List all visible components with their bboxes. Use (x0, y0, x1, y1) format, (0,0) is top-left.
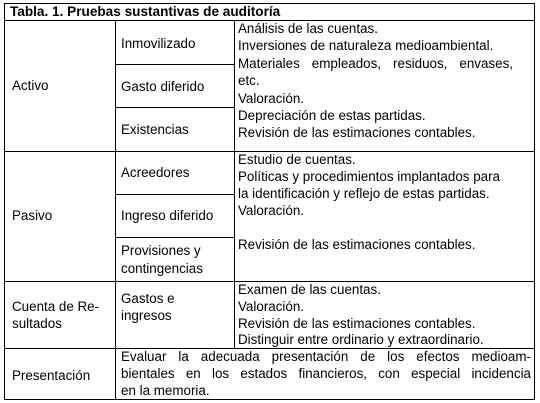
table-title: Tabla. 1. Pruebas sustantivas de auditoría (10, 4, 281, 19)
item-column-divider (234, 20, 235, 348)
procedure-line: Revisión de las estimaciones contables. (238, 125, 476, 140)
item-gastos: Gastos e (121, 291, 175, 306)
item-ingreso-diferido: Ingreso diferido (121, 208, 214, 223)
pasivo-item-divider-1 (115, 194, 234, 195)
item-gasto-diferido: Gasto diferido (121, 79, 205, 94)
procedure-line: Valoración. (238, 91, 304, 106)
pasivo-item-divider-2 (115, 237, 234, 238)
group-label-pasivo: Pasivo (12, 208, 53, 223)
procedure-line: Revisión de las estimaciones contables. (238, 316, 476, 331)
item-acreedores: Acreedores (121, 165, 190, 180)
item-ingresos: ingresos (121, 308, 172, 323)
group-label-activo: Activo (12, 78, 49, 93)
procedure-line: Distinguir entre ordinario y extraordinario. (238, 332, 484, 347)
item-contingencias: contingencias (121, 261, 203, 276)
procedure-line: Valoración. (238, 299, 304, 314)
procedure-line: etc. (238, 73, 260, 88)
group-label-presentacion: Presentación (12, 368, 91, 383)
group-label-resultados-2: sultados (12, 316, 62, 331)
item-existencias: Existencias (121, 122, 189, 137)
activo-item-divider-2 (115, 107, 234, 108)
procedure-line: Inversiones de naturaleza medioambiental. (238, 38, 494, 53)
procedure-line: Examen de las cuentas. (238, 282, 381, 297)
procedure-line: Revisión de las estimaciones contables. (238, 237, 476, 252)
group-label-resultados-1: Cuenta de Re- (12, 299, 100, 314)
presentation-line: bientales en los estados financieros, con especial incidencia (121, 366, 531, 381)
procedure-line: Materiales empleados, residuos, envases, (238, 56, 513, 71)
item-provisiones: Provisiones y (121, 243, 201, 258)
presentation-line: Evaluar la adecuada presentación de los efectos medioam- (121, 349, 531, 364)
procedure-line: Análisis de las cuentas. (238, 21, 378, 36)
procedure-line: Políticas y procedimientos implantados para (238, 169, 500, 184)
activo-item-divider-1 (115, 64, 234, 65)
item-inmovilizado: Inmovilizado (121, 36, 196, 51)
procedure-line: Depreciación de estas partidas. (238, 108, 426, 123)
group-column-divider (115, 20, 116, 348)
presentacion-divider (115, 348, 116, 400)
presentation-line: en la memoria. (121, 383, 210, 398)
procedure-line: la identificación y reflejo de estas partidas. (238, 186, 490, 201)
procedure-line: Estudio de cuentas. (238, 152, 356, 167)
procedure-line: Valoración. (238, 203, 304, 218)
